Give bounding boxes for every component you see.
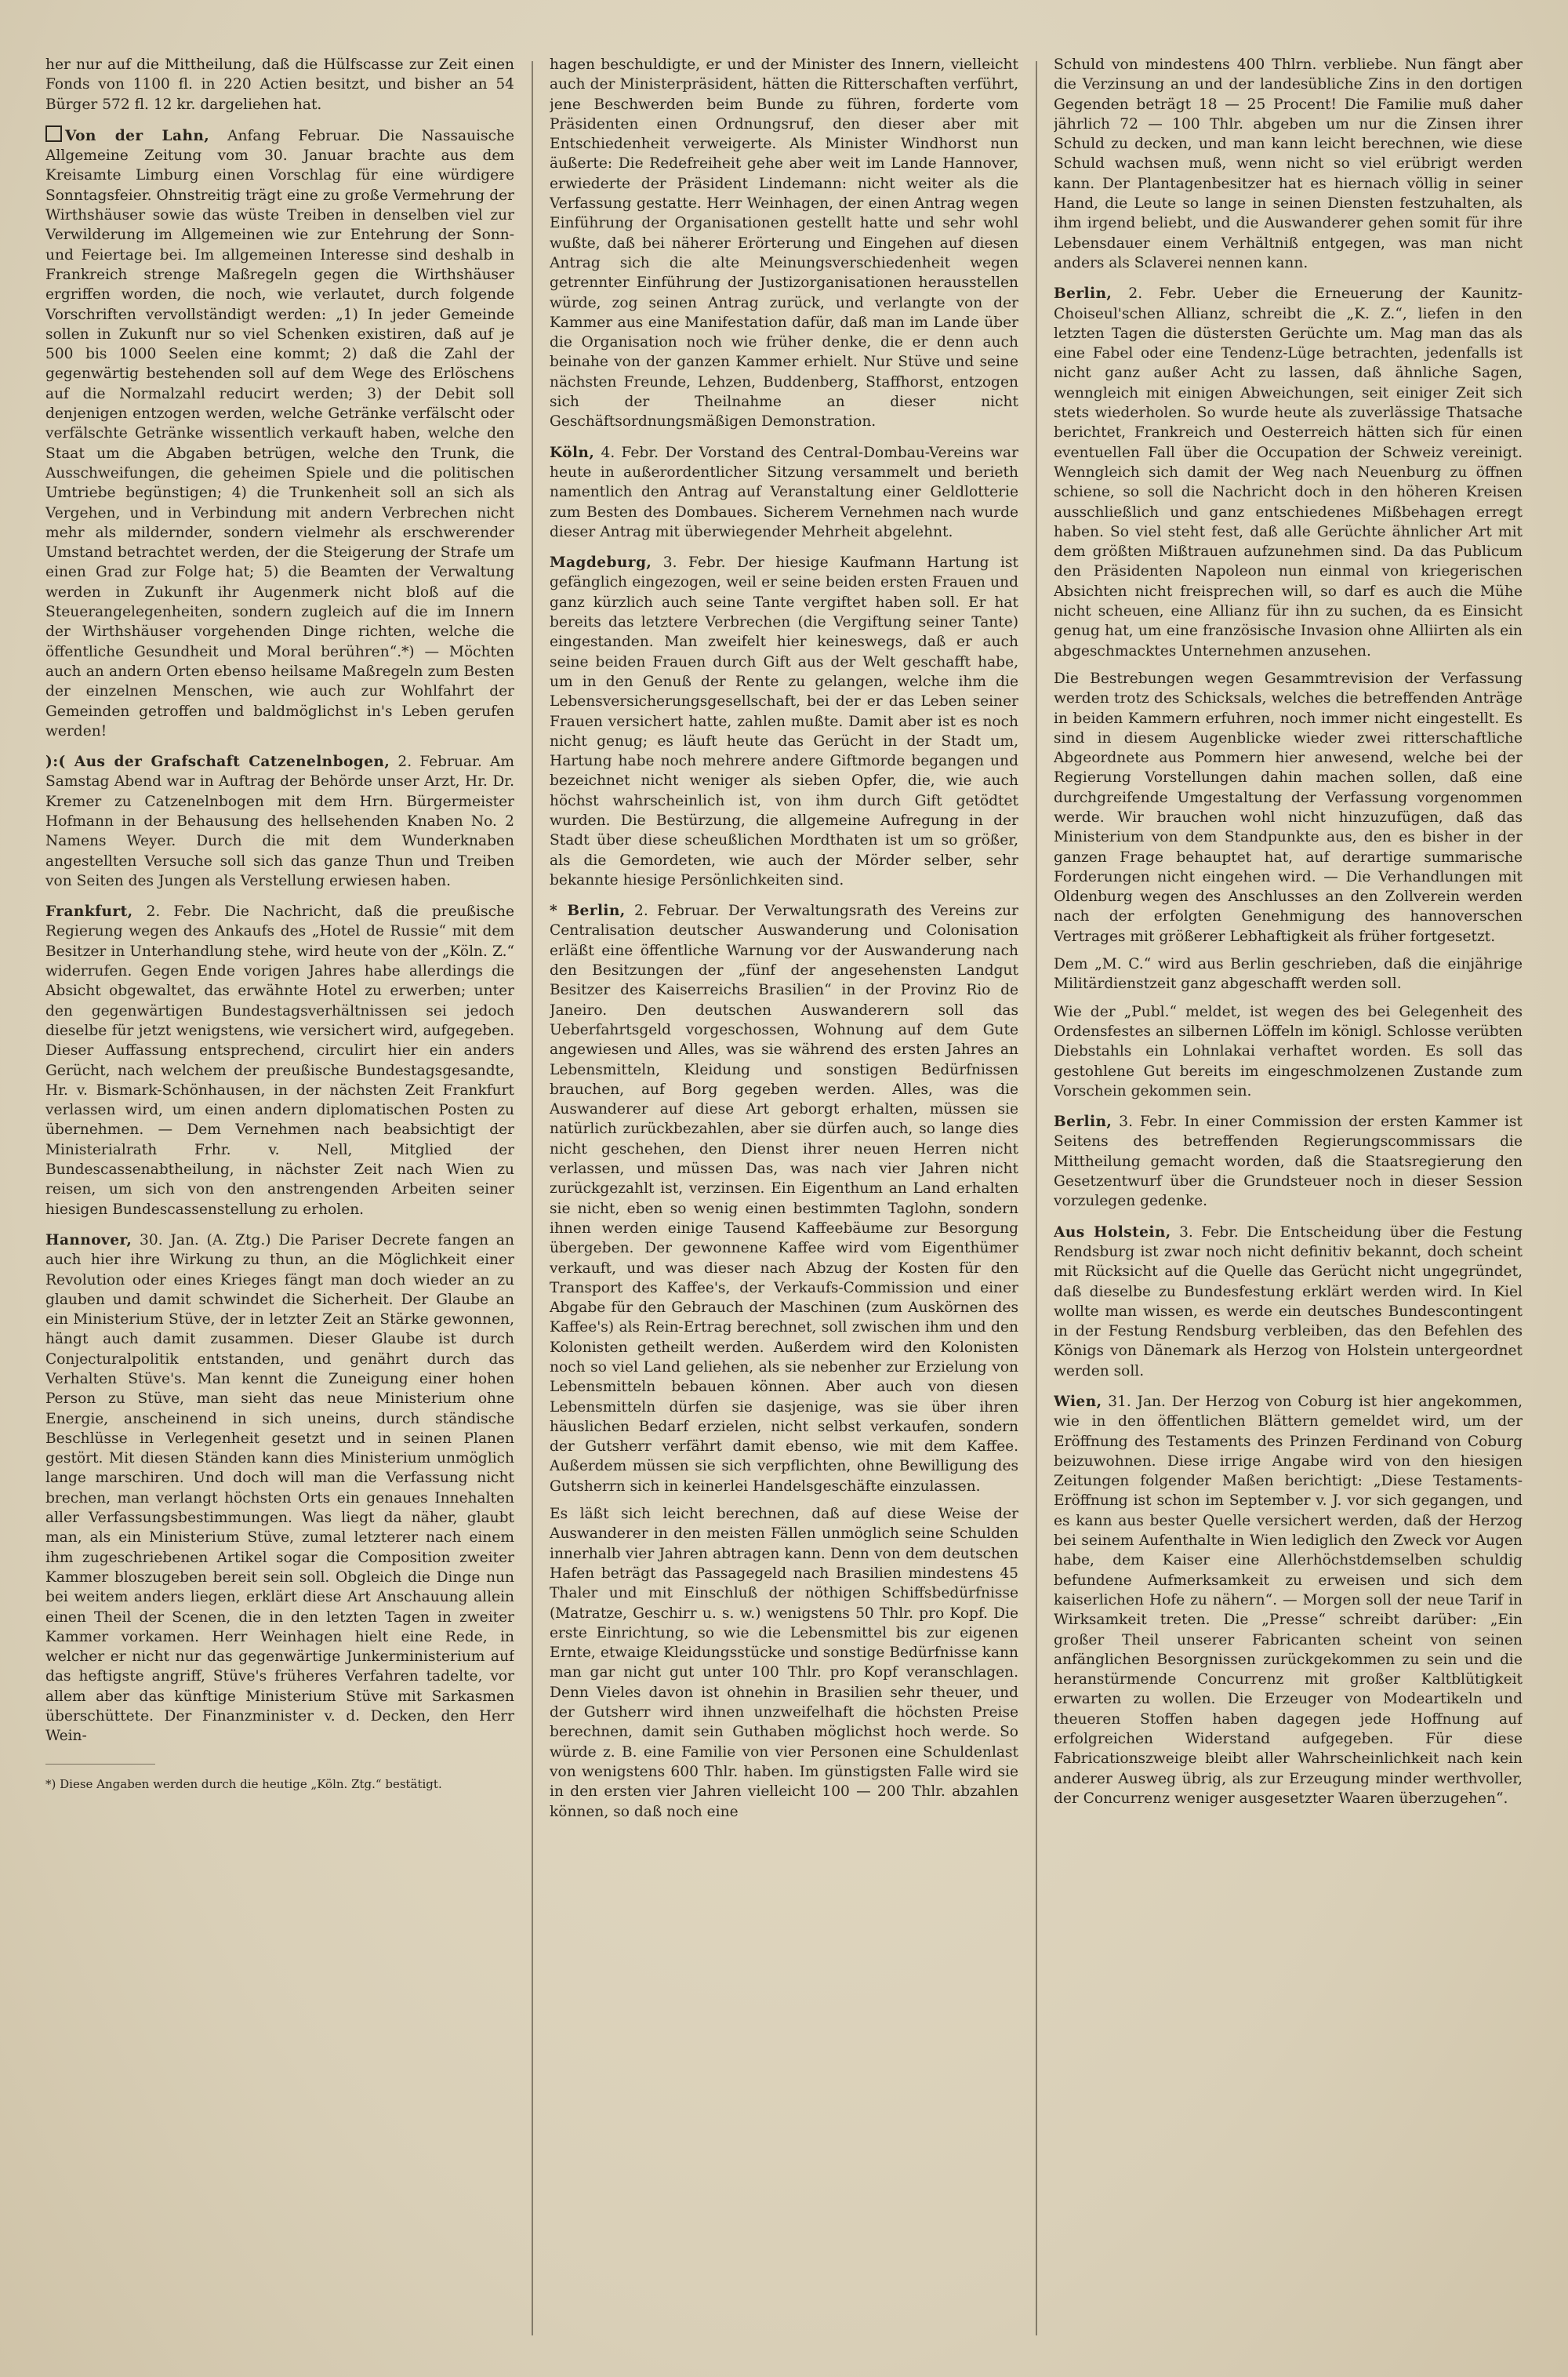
text-paragraph xyxy=(1054,55,1523,273)
text-paragraph xyxy=(1054,669,1523,947)
article-paragraph xyxy=(45,902,514,1219)
article-paragraph xyxy=(1054,1223,1523,1381)
column-rule xyxy=(532,61,533,2335)
footnote: *) Diese Angaben werden durch die heutige „Köln. Ztg.“ bestätigt. xyxy=(45,1776,442,1791)
dateline: Wien, xyxy=(1054,1394,1102,1410)
text-paragraph xyxy=(1054,1002,1523,1101)
article-paragraph xyxy=(550,443,1018,542)
dateline: ):( Aus der Grafschaft Catzenelnbogen, xyxy=(45,754,390,771)
column-container xyxy=(45,55,1523,2345)
paragraph-text: Wie der „Publ.“ meldet, ist wegen des bei Gelegenheit des Ordensfestes an silbernen Löffeln im königl. Schlosse verübten Diebstahls ein Lohnlakai verhaftet worden. Es soll das gestohlene Gut bereits im eingeschmolzenen Zustande zum Vorschein gekommen sein. xyxy=(1054,1003,1523,1099)
paragraph-text: 30. Jan. (A. Ztg.) Die Pariser Decrete fangen an auch hier ihre Wirkung zu thun, an die Möglichkeit einer Revolution oder eines Krieges fängt man doch wieder an zu glauben und damit schwindet die Sicherheit. Der Glaube an ein Ministerium Stüve, der in letzter Zeit an Stärke gewonnen, hängt auch damit zusammen. Dieser Glaube ist durch Conjecturalpolitik entstanden, und genährt durch das Verhalten Stüve's. Man kennt die Zuneigung einer hohen Person zu Stüve, man sieht das neue Ministerium ohne Energie, anscheinend in sich uneins, durch ständische Beschlüsse in Verlegenheit gesetzt und in seinen Planen gestört. Mit diesen Ständen kann dies Ministerium unmöglich lange marschiren. Und doch will man die Verfassung nicht brechen, man verlangt höchsten Orts ein genaues Innehalten aller Verfassungsbestimmungen. Was liegt da näher, glaubt man, als ein Ministerium Stüve, zumal letzterer nach einem ihm zugeschriebenen Artikel sogar die Composition zweiter Kammer bloszugeben bereit sein soll. Obgleich die Dinge nun bei weitem anders liegen, erklärt diese Art Anschauung allein einen Theil der Scenen, die in den letzten Tagen in zweiter Kammer vorkamen. Herr Weinhagen hielt eine Rede, in welcher er nicht nur das gegenwärtige Junkerministerium auf das heftigste angriff, Stüve's früheres Verfahren tadelte, vor allem aber das künftige Ministerium Stüve mit Sarkasmen überschüttete. Der Finanzminister v. d. Decken, den Herr Wein- xyxy=(45,1231,514,1745)
article-paragraph xyxy=(550,553,1018,890)
paragraph-text: 31. Jan. Der Herzog von Coburg ist hier angekommen, wie in den öffentlichen Blättern gemeldet wird, um der Eröffnung des Testaments des Prinzen Ferdinand von Coburg beizuwohnen. Diese irrige Angabe wird von den hiesigen Zeitungen folgender Maßen berichtigt: „Diese Testaments-Eröffnung ist schon im September v. J. vor sich gegangen, und es kann aus bester Quelle versichert werden, daß der Herzog bei seinem Aufenthalte in Wien lediglich den Zweck vor Augen habe, dem Kaiser eine Allerhöchstdemselben schuldig befundene Aufmerksamkeit zu erweisen und sich dem kaiserlichen Hofe zu nähern“. — Morgen soll der neue Tarif in Wirksamkeit treten. Die „Presse“ schreibt darüber: „Ein großer Theil unserer Fabricanten scheint von seinen anfänglichen Besorgnissen zurückgekommen zu sein und die heranstürmende Concurrenz mit großer Kaltblütigkeit erwarten zu wollen. Die Erzeuger von Modeartikeln und theueren Stoffen haben dagegen jede Hoffnung auf erfolgreichen Widerstand aufgegeben. Für diese Fabricationszweige bleibt aller Wahrscheinlichkeit nach kein anderer Ausweg übrig, als zur Erzeugung minder werthvoller, der Concurrenz weniger ausgesetzter Waaren überzugehen“. xyxy=(1054,1394,1523,1807)
text-paragraph xyxy=(1054,954,1523,994)
paragraph-text: Dem „M. C.“ wird aus Berlin geschrieben, daß die einjährige Militärdienstzeit ganz abgeschafft werden soll. xyxy=(1054,956,1523,993)
footnote-rule xyxy=(45,1764,155,1765)
paragraph-text: 3. Febr. In einer Commission der ersten Kammer ist Seitens des betreffenden Regierungscommissars die Mittheilung gemacht worden, daß die Staatsregierung den Gesetzentwurf über die Grundsteuer noch in dieser Session vorzulegen gedenke. xyxy=(1054,1114,1523,1210)
article-paragraph xyxy=(45,752,514,891)
dateline: Köln, xyxy=(550,444,595,461)
dateline: Hannover, xyxy=(45,1231,132,1248)
article-paragraph xyxy=(1054,284,1523,661)
paragraph-text: 4. Febr. Der Vorstand des Central-Dombau-Vereins war heute in außerordentlicher Sitzung versammelt und berieth namentlich den Antrag auf Veranstaltung einer Geldlotterie zum Besten des Dombaues. Sicherem Vernehmen nach wurde dieser Antrag mit überwiegender Mehrheit abgelehnt. xyxy=(550,444,1018,540)
dateline: Aus Holstein, xyxy=(1054,1223,1171,1241)
paragraph-text: hagen beschuldigte, er und der Minister des Innern, vielleicht auch der Ministerpräsident, hätten die Ritterschaften verführt, jene Beschwerden beim Bunde zu führen, forderte vom Präsidenten einen Ordnungsruf, den dieser aber mit Entschiedenheit verweigerte. Als Minister Windhorst nun äußerte: Die Redefreiheit gehe aber weit im Lande Hannover, erwiederte der Präsident Lindemann: nicht weiter als die Verfassung gestatte. Herr Weinhagen, der einen Antrag wegen Einführung der Organisationen gestellt hatte und sehr wohl wußte, daß bei näherer Erörterung und Eingehen auf diesen Antrag sich die alte Meinungsverschiedenheit wegen getrennter Einführung der Justizorganisationen herausstellen würde, zog seinen Antrag zurück, und verlangte von der Kammer aus eine Manifestation dafür, daß man im Lande über die Organisation noch wie früher denke, die er denn auch beinahe von der ganzen Kammer erhielt. Nur Stüve und seine nächsten Freunde, Lehzen, Buddenberg, Staffhorst, entzogen sich der Theilnahme an dieser nicht Geschäftsordnungsmäßigen Demonstration. xyxy=(550,56,1018,431)
article-paragraph xyxy=(45,125,514,741)
dateline: Berlin, xyxy=(1054,1114,1112,1131)
paragraph-text: Es läßt sich leicht berechnen, daß auf diese Weise der Auswanderer in den meisten Fällen unmöglich seine Schulden innerhalb vier Jahren abtragen kann. Denn von dem deutschen Hafen beträgt das Passagegeld nach Brasilien mindestens 45 Thaler und mit Einschluß der nöthigen Schiffsbedürfnisse (Matratze, Geschirr u. s. w.) wenigstens 50 Thlr. pro Kopf. Die erste Einrichtung, so wie die Lebensmittel bis zur eigenen Ernte, etwaige Kleidungsstücke und sonstige Bedürfnisse kann man gar nicht gut unter 100 Thlr. pro Kopf veranschlagen. Denn Vieles davon ist ohnehin in Brasilien sehr theuer, und der Gutsherr wird ihnen unzweifelhaft die höchsten Preise berechnen, damit sein Guthaben möglichst hoch werde. So würde z. B. eine Familie von vier Personen eine Schuldenlast von wenigstens 600 Thlr. haben. Im günstigsten Falle wird sie in den ersten vier Jahren vielleicht 100 — 200 Thlr. abzahlen können, so daß noch eine xyxy=(550,1506,1018,1820)
paragraph-text: 2. Februar. Am Samstag Abend war in Auftrag der Behörde unser Arzt, Hr. Dr. Kremer zu Catzenelnbogen mit dem Hrn. Bürgermeister Hofmann in der Behausung des hellsehenden Knaben No. 2 Namens Weyer. Durch die mit dem Wunderknaben angestellten Versuche soll sich das ganze Thun und Treiben von Seiten des Jungen als Verstellung erwiesen haben. xyxy=(45,754,514,889)
square-marker-icon xyxy=(45,125,62,142)
dateline: * Berlin, xyxy=(550,903,626,920)
dateline: Frankfurt, xyxy=(45,903,133,921)
dateline: Berlin, xyxy=(1054,285,1112,303)
article-paragraph xyxy=(1054,1112,1523,1211)
dateline: Von der Lahn, xyxy=(65,127,210,144)
article-paragraph xyxy=(550,901,1018,1496)
paragraph-text: 2. Febr. Ueber die Erneuerung der Kaunitz-Choiseul'schen Allianz, schreibt die „K. Z.“, liefen in den letzten Tagen die düstersten Gerüchte um. Mag man das als eine Fabel oder eine Tendenz-Lüge betrachten, jedenfalls ist nicht ganz außer Acht zu lassen, daß ähnliche Sagen, wenngleich mit einigen Abweichungen, seit einiger Zeit sich stets wiederholen. So wurde heute als zuverlässige Thatsache berichtet, Frankreich und Oesterreich hätten sich für einen eventuellen Fall über die Occupation der Schweiz vereinigt. Wenngleich sich damit der Weg nach Neuenburg zu öffnen schiene, so soll die Nachricht doch in den höheren Kreisen ausschließlich und ganz entschiedenes Mißbehagen erregt haben. So viel steht fest, daß alle Gerüchte ähnlicher Art mit dem größten Mißtrauen aufzunehmen sind. Da das Publicum den Präsidenten Napoleon nun einmal von kriegerischen Absichten nicht freisprechen will, so darf es auch die Mühe nicht scheuen, eine Allianz für ihn zu suchen, da es Einsicht genug hat, um eine französische Invasion ohne Alliirten als ein abgeschmacktes Unternehmen anzusehen. xyxy=(1054,285,1523,660)
paragraph-text: 2. Febr. Die Nachricht, daß die preußische Regierung wegen des Ankaufs des „Hotel de Russie“ mit dem Besitzer in Unterhandlung stehe, wird heute von der „Köln. Z.“ widerrufen. Gegen Ende vorigen Jahres habe allerdings die Absicht obgewaltet, das erwähnte Hotel zu erwerben; unter den gegenwärtigen Bundestagsverhältnissen sei jedoch dieselbe für jetzt wenigstens, wie versichert wird, aufgegeben. Dieser Auffassung entsprechend, circulirt hier ein anders Gerücht, nach welchem der preußische Bundestagsgesandte, Hr. v. Bismark-Schönhausen, in der nächsten Zeit Frankfurt verlassen wird, um einen andern diplomatischen Posten zu übernehmen. — Dem Vernehmen nach beabsichtigt der Ministerialrath Frhr. v. Nell, Mitglied der Bundescassenabtheilung, in nächster Zeit nach Wien zu reisen, um sich von den anstrengenden Arbeiten seiner hiesigen Bundescassenstellung zu erholen. xyxy=(45,903,514,1218)
paragraph-text: Die Bestrebungen wegen Gesammtrevision der Verfassung werden trotz des Schicksals, welches die betreffenden Anträge in beiden Kammern erfuhren, noch immer nicht eingestellt. Es sind in diesem Augenblicke wieder zwei ritterschaftliche Abgeordnete aus Pommern hier anwesend, welche bei der Regierung Vorstellungen dahin machen sollen, daß eine durchgreifende Umgestaltung der Verfassung vorgenommen werde. Wir brauchen wohl nicht hinzuzufügen, daß das Ministerium von dem Standpunkte aus, den es bisher in der ganzen Frage behauptet hat, auf derartige summarische Forderungen nicht eingehen wird. — Die Verhandlungen mit Oldenburg wegen des Anschlusses an den Zollverein werden nach der erfolgten Genehmigung des hannoverschen Vertrages mit größerer Lebhaftigkeit als früher fortgesetzt. xyxy=(1054,670,1523,945)
paragraph-text: 3. Febr. Der hiesige Kaufmann Hartung ist gefänglich eingezogen, weil er seine beiden ersten Frauen und ganz kürzlich auch seine Tante vergiftet haben soll. Er hat bereits das letztere Verbrechen (die Vergiftung seiner Tante) eingestanden. Man zweifelt hier keineswegs, daß er auch seine beiden Frauen durch Gift aus der Welt geschafft habe, um in den Genuß der Rente zu gelangen, welche ihm die Lebensversicherungsgesellschaft, bei der er das Leben seiner Frauen versichert hatte, zahlen mußte. Damit aber ist es noch nicht genug; es läuft heute das Gerücht in der Stadt um, Hartung habe noch mehrere andere Giftmorde begangen und bezeichnet nicht weniger als sieben Opfer, die, wie auch höchst wahrscheinlich ist, von ihm durch Gift getödtet wurden. Die Bestürzung, die allgemeine Aufregung in der Stadt über diese scheußlichen Mordthaten ist um so größer, als die Gemordeten, wie auch der Mörder selber, sehr bekannte hiesige Persönlichkeiten sind. xyxy=(550,554,1018,889)
paragraph-text: 2. Februar. Der Verwaltungsrath des Vereins zur Centralisation deutscher Auswanderung und Colonisation erläßt eine öffentliche Warnung vor der Auswanderung nach den Besitzungen der „fünf der angesehensten Landgut Besitzer des Kaiserreichs Brasilien“ in der Provinz Rio de Janeiro. Den deutschen Auswanderern soll das Ueberfahrtsgeld vorgeschossen, Wohnung auf dem Gute angewiesen und Alles, was sie während des ersten Jahres an Lebensmitteln, Kleidung und sonstigen Bedürfnissen brauchen, auf Borg gegeben werden. Alles, was die Auswanderer auf diese Art geborgt erhalten, müssen sie natürlich zurückbezahlen, aber sie dürfen auch, so lange dies nicht geschehen, den Dienst ihrer neuen Herren nicht verlassen, und müssen Das, was nach vier Jahren nicht zurückgezahlt ist, verzinsen. Ein Eigenthum an Land erhalten sie nicht, eben so wenig einen bestimmten Taglohn, sondern ihnen werden einige Tausend Kaffeebäume zur Besorgung übergeben. Der gewonnene Kaffee wird vom Eigenthümer verkauft, und was dieser nach Abzug der Kosten für den Transport des Kaffee's, der Verkaufs-Commission und einer Abgabe für den Gebrauch der Maschinen (zum Auskörnen des Kaffee's) als Rein-Ertrag berechnet, soll zwischen ihm und den Kolonisten getheilt werden. Außerdem wird den Kolonisten noch so viel Land geliehen, als sie nebenher zur Erzielung von Lebensmitteln bebauen können. Aber auch von diesen Lebensmitteln dürfen sie dasjenige, was sie über ihren häuslichen Bedarf erzielen, nicht selbst verkaufen, sondern der Gutsherr verfährt damit ebenso, wie mit dem Kaffee. Außerdem müssen sie sich verpflichten, ohne Bewilligung des Gutsherrn sich in keinerlei Handelsgeschäfte einzulassen. xyxy=(550,903,1018,1495)
paragraph-text: Anfang Februar. Die Nassauische Allgemeine Zeitung vom 30. Januar brachte aus dem Kreisamte Limburg einen Vorschlag für eine würdigere Sonntagsfeier. Ohnstreitig trägt eine zu große Vermehrung der Wirthshäuser sowie das wüste Treiben in denselben viel zur Verwilderung im Allgemeinen wie zur Entehrung der Sonn- und Feiertage bei. Im allgemeinen Interesse sind deshalb in Frankreich strenge Maßregeln gegen die Wirthshäuser ergriffen worden, die noch, wie verlautet, durch folgende Vorschriften vervollständigt werden: „1) In jeder Gemeinde sollen in Zukunft nur so viel Schenken existiren, daß auf je 500 bis 1000 Seelen eine kommt; 2) daß die Zahl der gegenwärtig bestehenden soll auf dem Wege des Erlöschens auf die Normalzahl reducirt werden; 3) der Debit soll denjenigen entzogen werden, welche Getränke verfälscht oder verfälschte Getränke wissentlich verkauft haben, welche den Staat um die Abgaben betrügen, welche den Trunk, die Ausschweifungen, die geheimen Spiele und die politischen Umtriebe begünstigen; 4) die Trunkenheit soll an sich als Vergehen, und in Verbindung mit andern Verbrechen nicht mehr als mildernder, sondern vielmehr als erschwerender Umstand betrachtet werden, der die Steigerung der Strafe um einen Grad zur Folge hat; 5) die Beamten der Verwaltung werden in Zukunft ihr Augenmerk nicht bloß auf die Steuerangelegenheiten, sondern zugleich auf die im Innern der Wirthshäuser vorgehenden Dinge richten, welche die öffentliche Gesundheit und Moral berühren“.*) — Möchten auch an andern Orten ebenso heilsame Maßregeln zum Besten der einzelnen Menschen, wie auch zur Wohlfahrt der Gemeinden getroffen und baldmöglichst in's Leben gerufen werden! xyxy=(45,127,514,740)
column-rule xyxy=(1036,61,1037,2335)
dateline: Magdeburg, xyxy=(550,554,652,572)
article-paragraph xyxy=(45,1230,514,1746)
text-paragraph xyxy=(550,1504,1018,1822)
text-paragraph xyxy=(550,55,1018,432)
paragraph-text: Schuld von mindestens 400 Thlrn. verbliebe. Nun fängt aber die Verzinsung an und der landesübliche Zins in den dortigen Gegenden beträgt 18 — 25 Procent! Die Familie muß daher jährlich 72 — 100 Thlr. abgeben um nur die Zinsen ihrer Schuld zu decken, und man kann leicht berechnen, wie diese Schuld wachsen muß, wenn nicht so viel erübrigt werden kann. Der Plantagenbesitzer hat es hiernach völlig in seiner Hand, die Leute so lange in seinen Diensten festzuhalten, als ihm irgend beliebt, und die Auswanderer gehen somit für ihre Lebensdauer einem Verhältniß entgegen, was man nicht anders als Sclaverei nennen kann. xyxy=(1054,56,1523,271)
text-paragraph xyxy=(45,55,514,114)
column-3 xyxy=(1054,55,1523,2345)
column-1 xyxy=(45,55,514,2345)
column-2 xyxy=(550,55,1018,2345)
paragraph-text: 3. Febr. Die Entscheidung über die Festung Rendsburg ist zwar noch nicht definitiv bekannt, doch scheint mit Rücksicht auf die Quelle das Gerücht nicht ungegründet, daß dieselbe zu Bundesfestung erklärt werden wird. In Kiel wollte man wissen, es werde ein deutsches Bundescontingent in der Festung Rendsburg verbleiben, das den Befehlen des Königs von Dänemark als Herzog von Holstein untergeordnet werden soll. xyxy=(1054,1223,1523,1379)
article-paragraph xyxy=(1054,1392,1523,1808)
paragraph-text: her nur auf die Mittheilung, daß die Hülfscasse zur Zeit einen Fonds von 1100 fl. in 220 Actien besitzt, und bisher an 54 Bürger 572 fl. 12 kr. dargeliehen hat. xyxy=(45,56,514,113)
